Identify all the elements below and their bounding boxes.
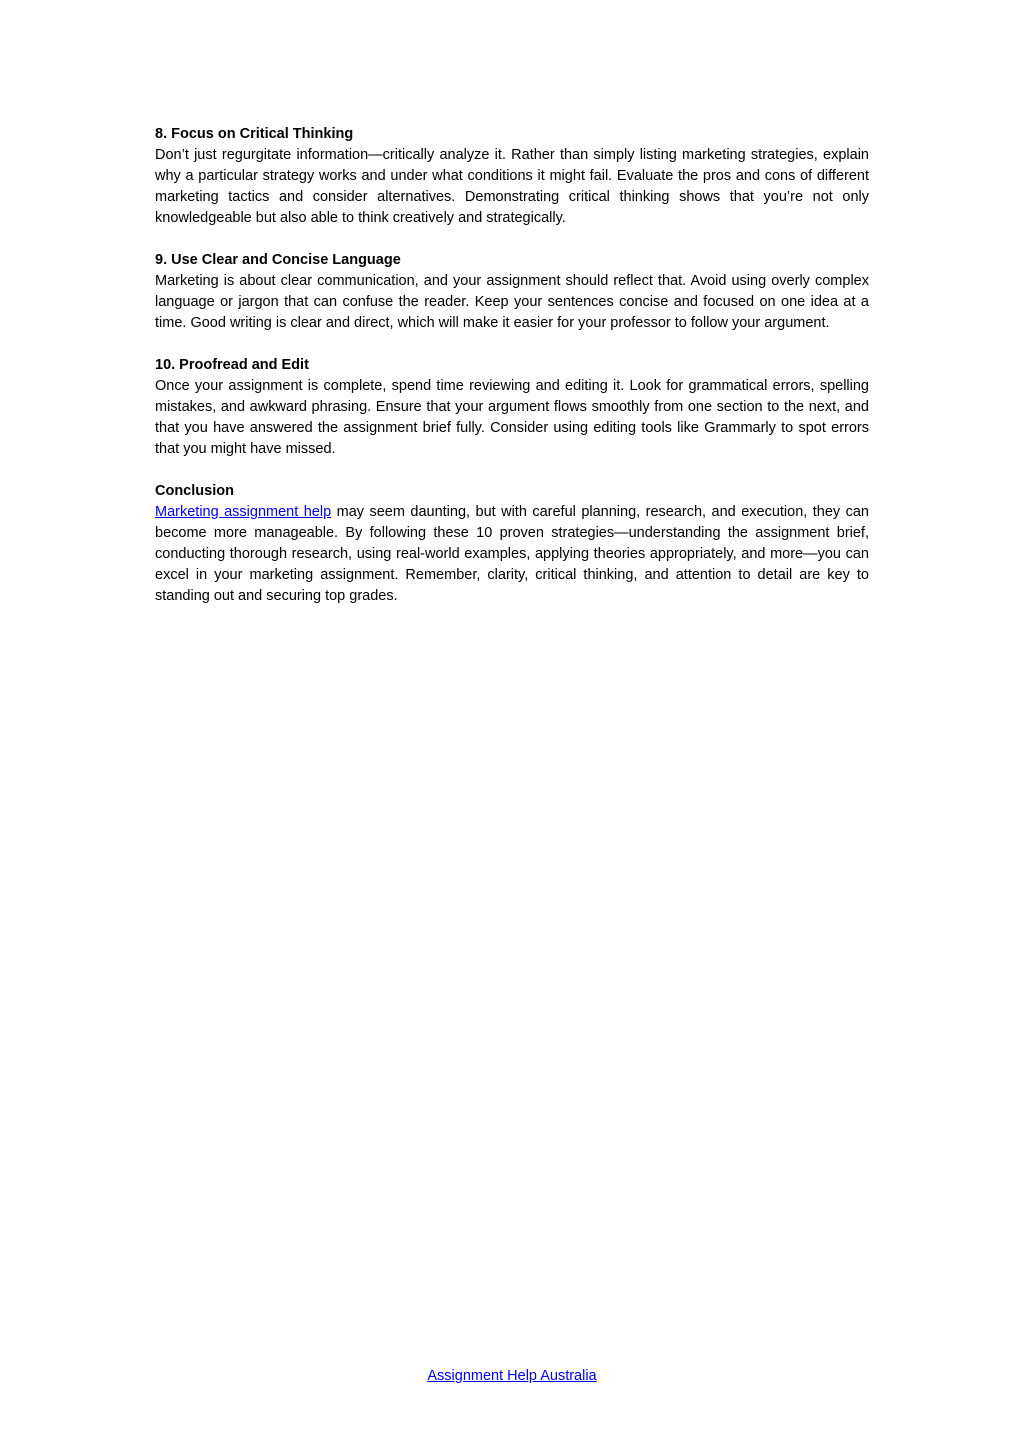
- section-proofread: [155, 355, 869, 460]
- section-body: Don’t just regurgitate information—critically analyze it. Rather than simply listing marketing strategies, explain why a particular strategy works and under what conditions it might fail. Evaluate the pros and cons of different marketing tactics and consider alternatives. Demonstrating critical thinking shows that you’re not only knowledgeable but also able to think creatively and strategically.: [155, 147, 869, 226]
- document-page: [155, 124, 869, 628]
- section-body: Once your assignment is complete, spend time reviewing and editing it. Look for grammatical errors, spelling mistakes, and awkward phrasing. Ensure that your argument flows smoothly from one section to the next, and that you have answered the assignment brief fully. Consider using editing tools like Grammarly to spot errors that you might have missed.: [155, 378, 869, 457]
- assignment-help-australia-link[interactable]: Assignment Help Australia: [427, 1368, 597, 1384]
- section-heading: 9. Use Clear and Concise Language: [155, 252, 401, 268]
- section-body: Marketing is about clear communication, and your assignment should reflect that. Avoid using overly complex language or jargon that can confuse the reader. Keep your sentences concise and focused on one idea at a time. Good writing is clear and direct, which will make it easier for your professor to follow your argument.: [155, 273, 869, 331]
- conclusion-text: may seem daunting, but with careful planning, research, and execution, they can become more manageable. By following these 10 proven strategies—understanding the assignment brief, conducting thorough research, using real-world examples, applying theories appropriately, and more—you can excel in your marketing assignment. Remember, clarity, critical thinking, and attention to detail are key to standing out and securing top grades.: [155, 504, 869, 604]
- section-critical-thinking: [155, 124, 869, 229]
- conclusion-heading: Conclusion: [155, 483, 234, 499]
- section-clear-language: [155, 250, 869, 334]
- conclusion-body: [155, 502, 869, 607]
- section-heading: 10. Proofread and Edit: [155, 357, 309, 373]
- marketing-assignment-help-link[interactable]: Marketing assignment help: [155, 504, 332, 520]
- section-heading: 8. Focus on Critical Thinking: [155, 126, 354, 142]
- page-footer: [0, 1366, 1024, 1387]
- section-conclusion: [155, 481, 869, 607]
